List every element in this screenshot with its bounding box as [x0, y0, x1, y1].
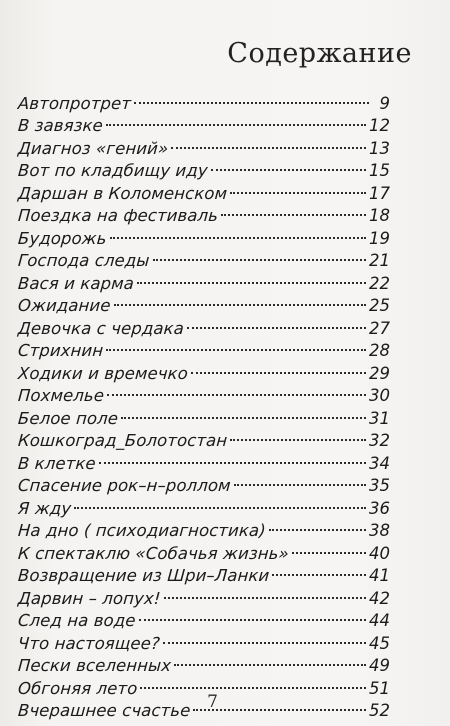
dot-leader	[272, 559, 366, 582]
toc-entry-page: 27	[369, 318, 390, 338]
toc-entry-title: В клетке	[17, 453, 97, 473]
toc-entry-title: Будорожь	[17, 228, 108, 248]
dot-leader	[114, 289, 366, 312]
dot-leader	[137, 266, 366, 289]
toc-entry-page: 36	[369, 498, 390, 518]
dot-leader	[230, 176, 366, 199]
toc-entry-title: К спектаклю «Собачья жизнь»	[17, 543, 290, 563]
dot-leader	[234, 469, 366, 492]
toc-entry-title: Белое поле	[17, 408, 119, 428]
dot-leader	[174, 649, 366, 672]
dot-leader	[164, 581, 366, 604]
toc-entry-title: Стрихнин	[17, 341, 104, 360]
toc-entry-title: Возвращение из Шри–Ланки	[17, 566, 271, 585]
toc-entry-title: Господа следы	[17, 251, 151, 270]
toc-entry-title: След на воде	[17, 611, 137, 630]
toc-entry-page: 12	[369, 116, 390, 135]
toc-entry-title: Дарвин – лопух!	[17, 588, 162, 608]
toc-entry-page: 9	[379, 93, 390, 113]
dot-leader	[221, 199, 366, 222]
dot-leader	[74, 491, 366, 514]
dot-leader	[269, 514, 366, 537]
toc-entry-page: 17	[369, 183, 390, 203]
dot-leader	[191, 356, 366, 379]
dot-leader	[292, 536, 366, 559]
toc-entry-page: 40	[369, 543, 390, 563]
toc-entry-title: На дно ( психодиагностика)	[17, 521, 267, 540]
toc-entry-title: Даршан в Коломенском	[17, 183, 228, 203]
toc-entry	[17, 491, 390, 518]
toc-entry	[17, 514, 390, 540]
page-title: Содержание	[227, 38, 412, 69]
toc-entry-page: 29	[369, 363, 390, 383]
toc-entry-title: Ходики и времечко	[17, 363, 189, 383]
toc-entry-page: 15	[369, 161, 390, 180]
toc-entry-page: 44	[369, 611, 390, 630]
toc-entry-page: 34	[369, 453, 390, 473]
dot-leader	[139, 604, 366, 627]
dot-leader	[163, 626, 366, 649]
dot-leader	[121, 401, 366, 424]
dot-leader	[134, 86, 369, 109]
toc-entry-title: Поездка на фестиваль	[17, 206, 219, 225]
toc-entry-page: 45	[369, 633, 390, 653]
toc-entry-page: 25	[369, 296, 390, 315]
dot-leader	[99, 446, 366, 469]
toc-entry-title: Вот по кладбищу иду	[17, 161, 209, 180]
toc-entry-page: 51	[369, 678, 390, 698]
toc-entry-title: Девочка с чердака	[17, 318, 185, 338]
toc-entry-page: 49	[369, 656, 390, 675]
dot-leader	[211, 154, 366, 177]
dot-leader	[107, 379, 366, 402]
toc-entry-page: 30	[369, 386, 390, 405]
toc-entry-page: 19	[369, 228, 390, 248]
toc-entry-page: 18	[369, 206, 390, 225]
toc-entry-title: Обгоняя лето	[17, 678, 139, 698]
toc-entry-page: 31	[369, 408, 390, 428]
toc-entry-page: 28	[369, 341, 390, 360]
toc-entry-title: В завязке	[17, 116, 104, 135]
toc-entry-title: Пески вселенных	[17, 656, 172, 675]
toc-entry-title: Спасение рок–н–роллом	[17, 476, 232, 495]
toc-entry-page: 13	[369, 138, 390, 158]
toc-entry-title: Похмелье	[17, 386, 105, 405]
toc-entry-page: 38	[369, 521, 390, 540]
page-number: 7	[207, 692, 218, 712]
dot-leader	[153, 244, 366, 267]
toc-entry-title: Что настоящее?	[17, 633, 161, 653]
toc-entry-title: Кошкоград_Болотостан	[17, 431, 228, 450]
toc-entry-page: 52	[369, 701, 390, 720]
dot-leader	[106, 334, 366, 357]
dot-leader	[106, 109, 366, 132]
toc-entry-title: Автопротрет	[17, 93, 132, 113]
dot-leader	[187, 311, 366, 334]
toc-entry-title: Вася и карма	[17, 273, 135, 293]
dot-leader	[171, 131, 366, 154]
dot-leader	[140, 671, 366, 694]
toc-entry-page: 41	[369, 566, 390, 585]
toc-entry-page: 22	[369, 273, 390, 293]
toc-entry-page: 32	[369, 431, 390, 450]
toc-entry-page: 42	[369, 588, 390, 608]
toc-entry-page: 35	[369, 476, 390, 495]
dot-leader	[230, 424, 366, 447]
toc-entry-page: 21	[369, 251, 390, 270]
toc-entry-title: Вчерашнее счастье	[17, 701, 192, 720]
table-of-contents	[17, 86, 390, 720]
toc-entry-title: Я жду	[17, 498, 72, 518]
dot-leader	[110, 221, 366, 244]
toc-entry-title: Диагноз «гений»	[17, 138, 169, 158]
toc-entry	[17, 86, 390, 113]
toc-entry-title: Ожидание	[17, 296, 112, 315]
